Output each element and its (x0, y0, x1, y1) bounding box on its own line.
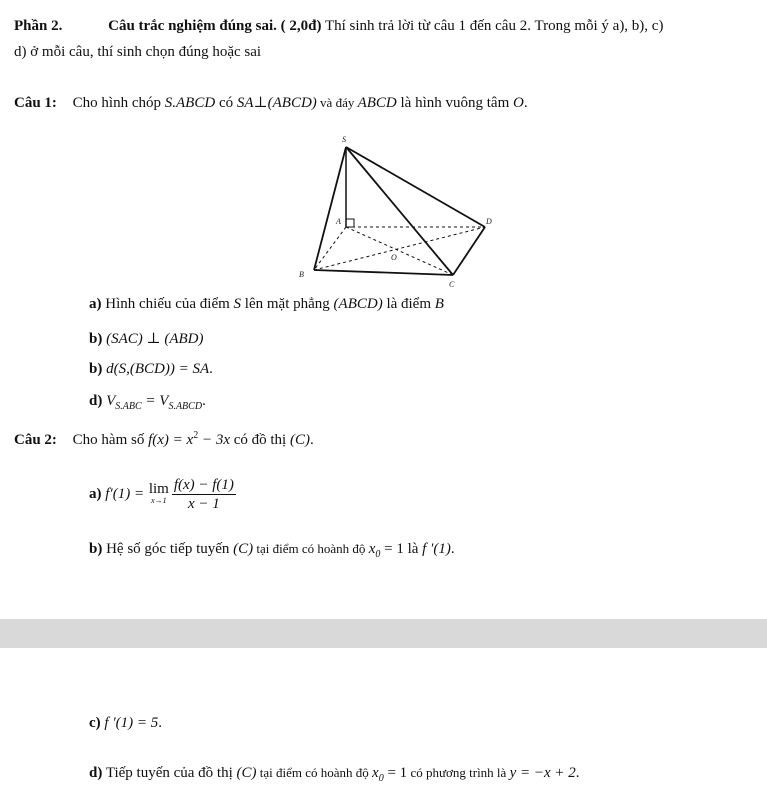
section-title: Câu trắc nghiệm đúng sai. ( 2,0đ) (108, 18, 322, 34)
fraction (172, 476, 236, 513)
option-label: b) (89, 541, 103, 557)
option-text: . (209, 361, 213, 377)
q2-option-d (89, 765, 580, 784)
option-text: (ABCD) (333, 296, 383, 312)
option-text: Hình chiếu của điểm (101, 296, 234, 312)
option-text: f ′(1) (422, 541, 451, 557)
page-break-band (0, 619, 767, 648)
q1-option-d (89, 393, 206, 412)
section-instruction-1: Thí sinh trả lời từ câu 1 đến câu 2. Trong mỗi ý a), b), c) (324, 18, 664, 34)
option-label: d) (89, 393, 103, 409)
label-C: C (449, 280, 455, 289)
label-B: B (299, 270, 304, 279)
q1-base: ABCD (357, 95, 397, 111)
option-label: b) (89, 331, 103, 347)
q2-text: Cho hàm số (72, 432, 149, 448)
option-text: (C) (233, 541, 254, 557)
diag-AC (346, 227, 453, 275)
label-O: O (391, 253, 397, 262)
question-2-stem (14, 430, 314, 449)
option-text: . (158, 715, 162, 731)
option-text: V (106, 393, 116, 409)
q1-text: có (215, 95, 237, 111)
q1-pyramid: S.ABCD (164, 95, 216, 111)
option-label: a) (89, 296, 102, 312)
q1-perp: ⊥ (253, 95, 268, 111)
option-text: Tiếp tuyến của đồ thị (102, 765, 237, 781)
q2-option-c (89, 715, 162, 732)
option-text: là điểm (382, 296, 435, 312)
q1-sa: SA (236, 95, 254, 111)
q2-text: 2 (193, 430, 199, 441)
option-text: 0 (378, 773, 384, 784)
fraction-numerator: f(x) − f(1) (173, 477, 234, 493)
option-text: . (575, 765, 580, 781)
q1-text: Cho hình chóp (72, 95, 165, 111)
option-text: . (202, 393, 206, 409)
edge-SC (346, 147, 453, 275)
option-text: 0 (375, 549, 381, 560)
right-angle-mark (346, 219, 354, 227)
fraction-denominator: x − 1 (187, 496, 220, 512)
q2-text: có đồ thị (229, 432, 290, 448)
option-text: = V (141, 393, 169, 409)
option-text: (SAC) ⊥ (ABD) (106, 331, 204, 347)
option-text: y = −x + 2 (509, 765, 576, 781)
lim-sub: x→1 (151, 495, 167, 505)
option-text: có phương trình là (407, 765, 510, 780)
option-text: . (450, 541, 455, 557)
q1-center: O (513, 95, 524, 111)
label-D: D (486, 217, 492, 226)
option-text: tại điểm có hoành độ (253, 541, 369, 556)
option-label: a) (89, 486, 102, 502)
diag-BD (314, 227, 485, 270)
option-label: c) (89, 715, 101, 731)
limit-operator (148, 480, 169, 507)
q1-option-a (89, 296, 444, 313)
q1-plane: (ABCD) (267, 95, 317, 111)
option-text: B (434, 296, 444, 312)
option-text: S.ABCD (168, 401, 203, 412)
q2-text: (C) (289, 432, 310, 448)
option-text: f ′(1) = 5 (104, 715, 159, 731)
option-text: f′(1) = (105, 486, 148, 502)
lim-text: lim (148, 480, 169, 497)
option-text: lên mặt phẳng (241, 296, 334, 312)
q2-text: . (309, 432, 314, 448)
q2-text: − 3x (198, 432, 230, 448)
q1-text: là hình vuông tâm (396, 95, 514, 111)
option-text: S.ABC (115, 401, 142, 412)
q1-text: . (523, 95, 528, 111)
label-A: A (336, 217, 341, 226)
option-text: d(S,(BCD)) = SA (106, 361, 210, 377)
q1-text: và đáy (316, 95, 358, 110)
q2-text: f(x) = x (148, 432, 194, 448)
section-instruction-2: d) ở mỗi câu, thí sinh chọn đúng hoặc sai (14, 44, 262, 60)
option-text: = 1 (380, 541, 404, 557)
q2-option-b (89, 541, 455, 560)
q1-option-b (89, 329, 204, 348)
edge-SD (346, 147, 485, 227)
question-2-label: Câu 2: (14, 432, 57, 448)
option-text: x (368, 541, 376, 557)
option-text: tại điểm có hoành độ (256, 765, 373, 780)
edge-BC (314, 270, 453, 275)
option-label: b) (89, 361, 103, 377)
option-text: x (372, 765, 379, 781)
option-label: d) (89, 765, 103, 781)
label-S: S (342, 135, 346, 144)
edge-SB (314, 147, 346, 270)
option-text: = 1 (383, 765, 408, 781)
q2-option-a (89, 476, 236, 513)
section-label: Phần 2. (14, 18, 63, 34)
edge-CD (453, 227, 485, 275)
option-text: là (403, 541, 423, 557)
option-text: S (233, 296, 242, 312)
q1-option-c (89, 361, 213, 378)
option-text: (C) (236, 765, 257, 781)
option-text: Hệ số góc tiếp tuyến (102, 541, 234, 557)
question-1-label: Câu 1: (14, 95, 57, 111)
